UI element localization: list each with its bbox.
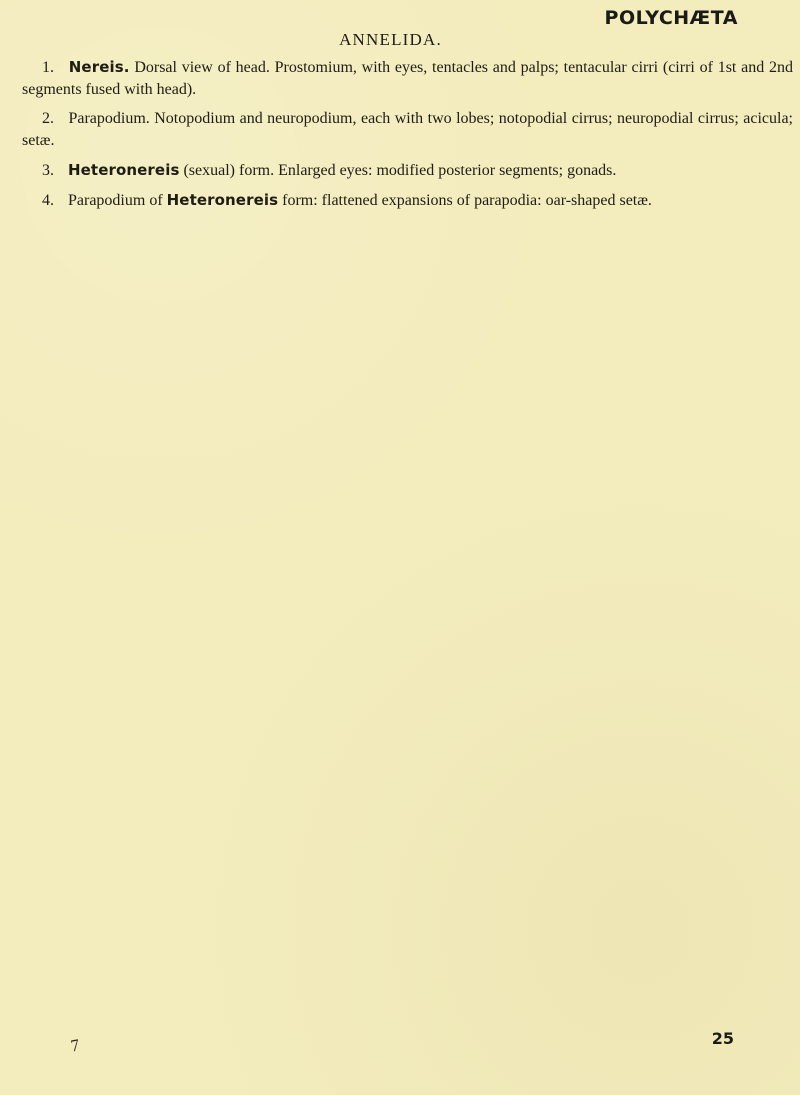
page-number: 25: [711, 1029, 734, 1048]
entries-list: [22, 56, 793, 219]
entry-number: 4.: [42, 192, 54, 209]
margin-mark: 7: [69, 1035, 81, 1056]
entry-prefix: Parapodium of: [68, 192, 163, 209]
entry-3: [22, 159, 793, 182]
entry-text: (sexual) form. Enlarged eyes: modified posterior segments; gonads.: [183, 162, 617, 179]
taxon-name: Heteronereis: [166, 191, 279, 209]
entry-number: 3.: [42, 162, 54, 179]
section-title: POLYCHÆTA: [604, 7, 738, 29]
entry-number: 1.: [42, 59, 54, 76]
entry-number: 2.: [42, 110, 54, 127]
entry-4: [22, 189, 793, 212]
entry-text: Dorsal view of head. Prostomium, with eyes, tentacles and palps; tentacular cirri (cirri of 1st and 2nd segments fused with head).: [22, 59, 794, 98]
group-title: ANNELIDA.: [339, 30, 442, 49]
entry-2: [22, 108, 793, 152]
taxon-name: Heteronereis: [68, 161, 180, 179]
entry-text: Parapodium. Notopodium and neuropodium, each with two lobes; notopodial cirrus; neuropodial cirrus; acicula; setæ.: [22, 110, 794, 149]
taxon-name: Nereis.: [68, 58, 130, 76]
entry-text: form: flattened expansions of parapodia: oar-shaped setæ.: [282, 192, 652, 209]
entry-1: [22, 56, 793, 101]
